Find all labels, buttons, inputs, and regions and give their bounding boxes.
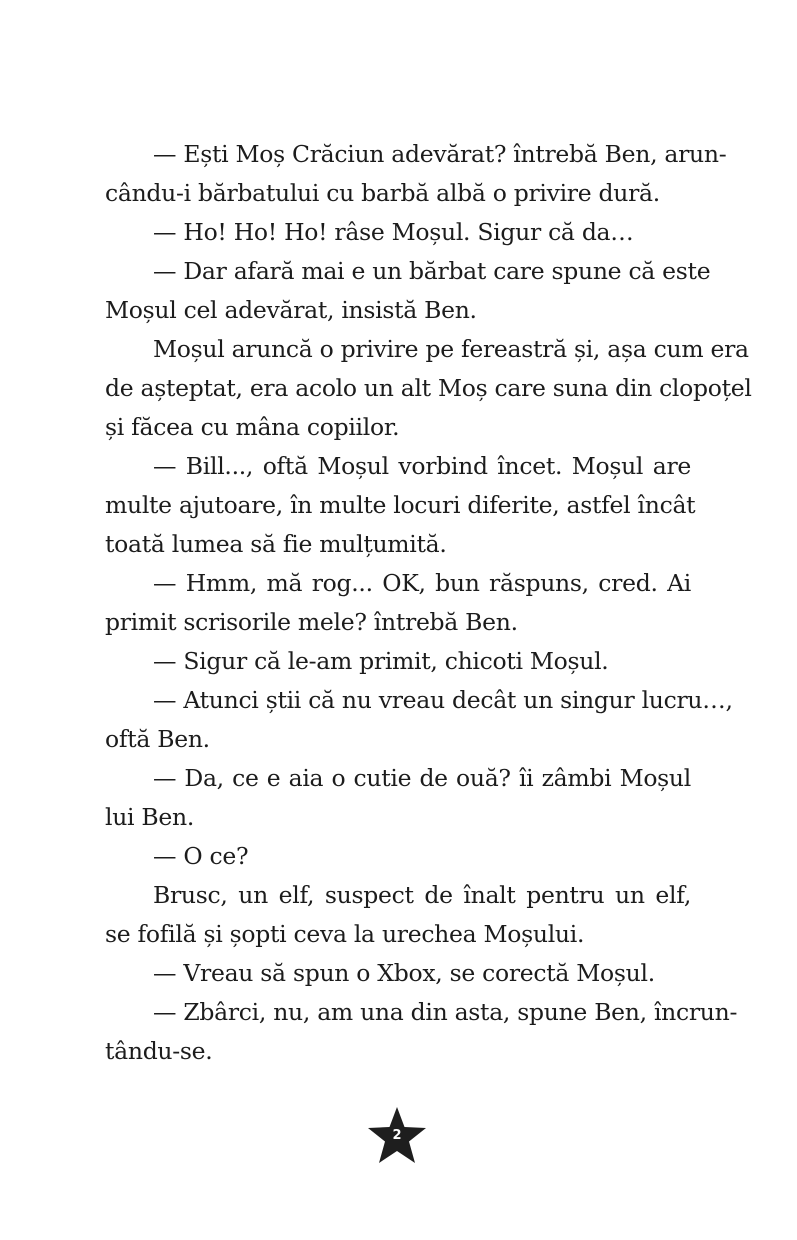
text-line: — Ești Moș Crăciun adevărat? întrebă Ben, arun- (153, 140, 727, 168)
text-line: cându-i bărbatului cu barbă albă o privire dură. (105, 179, 660, 207)
text-line: lui Ben. (105, 803, 195, 831)
text-line: Brusc, un elf, suspect de înalt pentru un elf, (153, 881, 691, 909)
text-line: — Atunci știi că nu vreau decât un singur lucru…, (153, 686, 733, 714)
text-line: Moșul aruncă o privire pe fereastră și, așa cum era (153, 335, 749, 363)
text-line: — Vreau să spun o Xbox, se corectă Moșul. (153, 959, 655, 987)
text-line: de așteptat, era acolo un alt Moș care suna din clopoțel (105, 374, 752, 402)
page-body (105, 135, 752, 1071)
text-line: — Da, ce e aia o cutie de ouă? îi zâmbi Moșul (153, 764, 691, 792)
text-line: — Dar afară mai e un bărbat care spune că este (153, 257, 711, 285)
text-line: — Hmm, mă rog... OK, bun răspuns, cred. Ai (153, 569, 691, 597)
text-line: tându-se. (105, 1037, 213, 1065)
text-line: — Zbârci, nu, am una din asta, spune Ben, încrun- (153, 998, 738, 1026)
text-line: primit scrisorile mele? întrebă Ben. (105, 608, 518, 636)
page-number-badge (366, 1106, 428, 1168)
text-line: oftă Ben. (105, 725, 210, 753)
text-line: multe ajutoare, în multe locuri diferite, astfel încât (105, 491, 696, 519)
text-line: — Bill..., oftă Moșul vorbind încet. Moșul are (153, 452, 691, 480)
text-line: și făcea cu mâna copiilor. (105, 413, 400, 441)
text-line: toată lumea să fie mulțumită. (105, 530, 447, 558)
text-line: — Ho! Ho! Ho! râse Moșul. Sigur că da… (153, 218, 634, 246)
text-line: Moșul cel adevărat, insistă Ben. (105, 296, 477, 324)
text-line: — O ce? (153, 842, 249, 870)
text-line: — Sigur că le-am primit, chicoti Moșul. (153, 647, 609, 675)
page-number: 2 (392, 1128, 402, 1143)
text-line: se fofilă și șopti ceva la urechea Moșului. (105, 920, 585, 948)
